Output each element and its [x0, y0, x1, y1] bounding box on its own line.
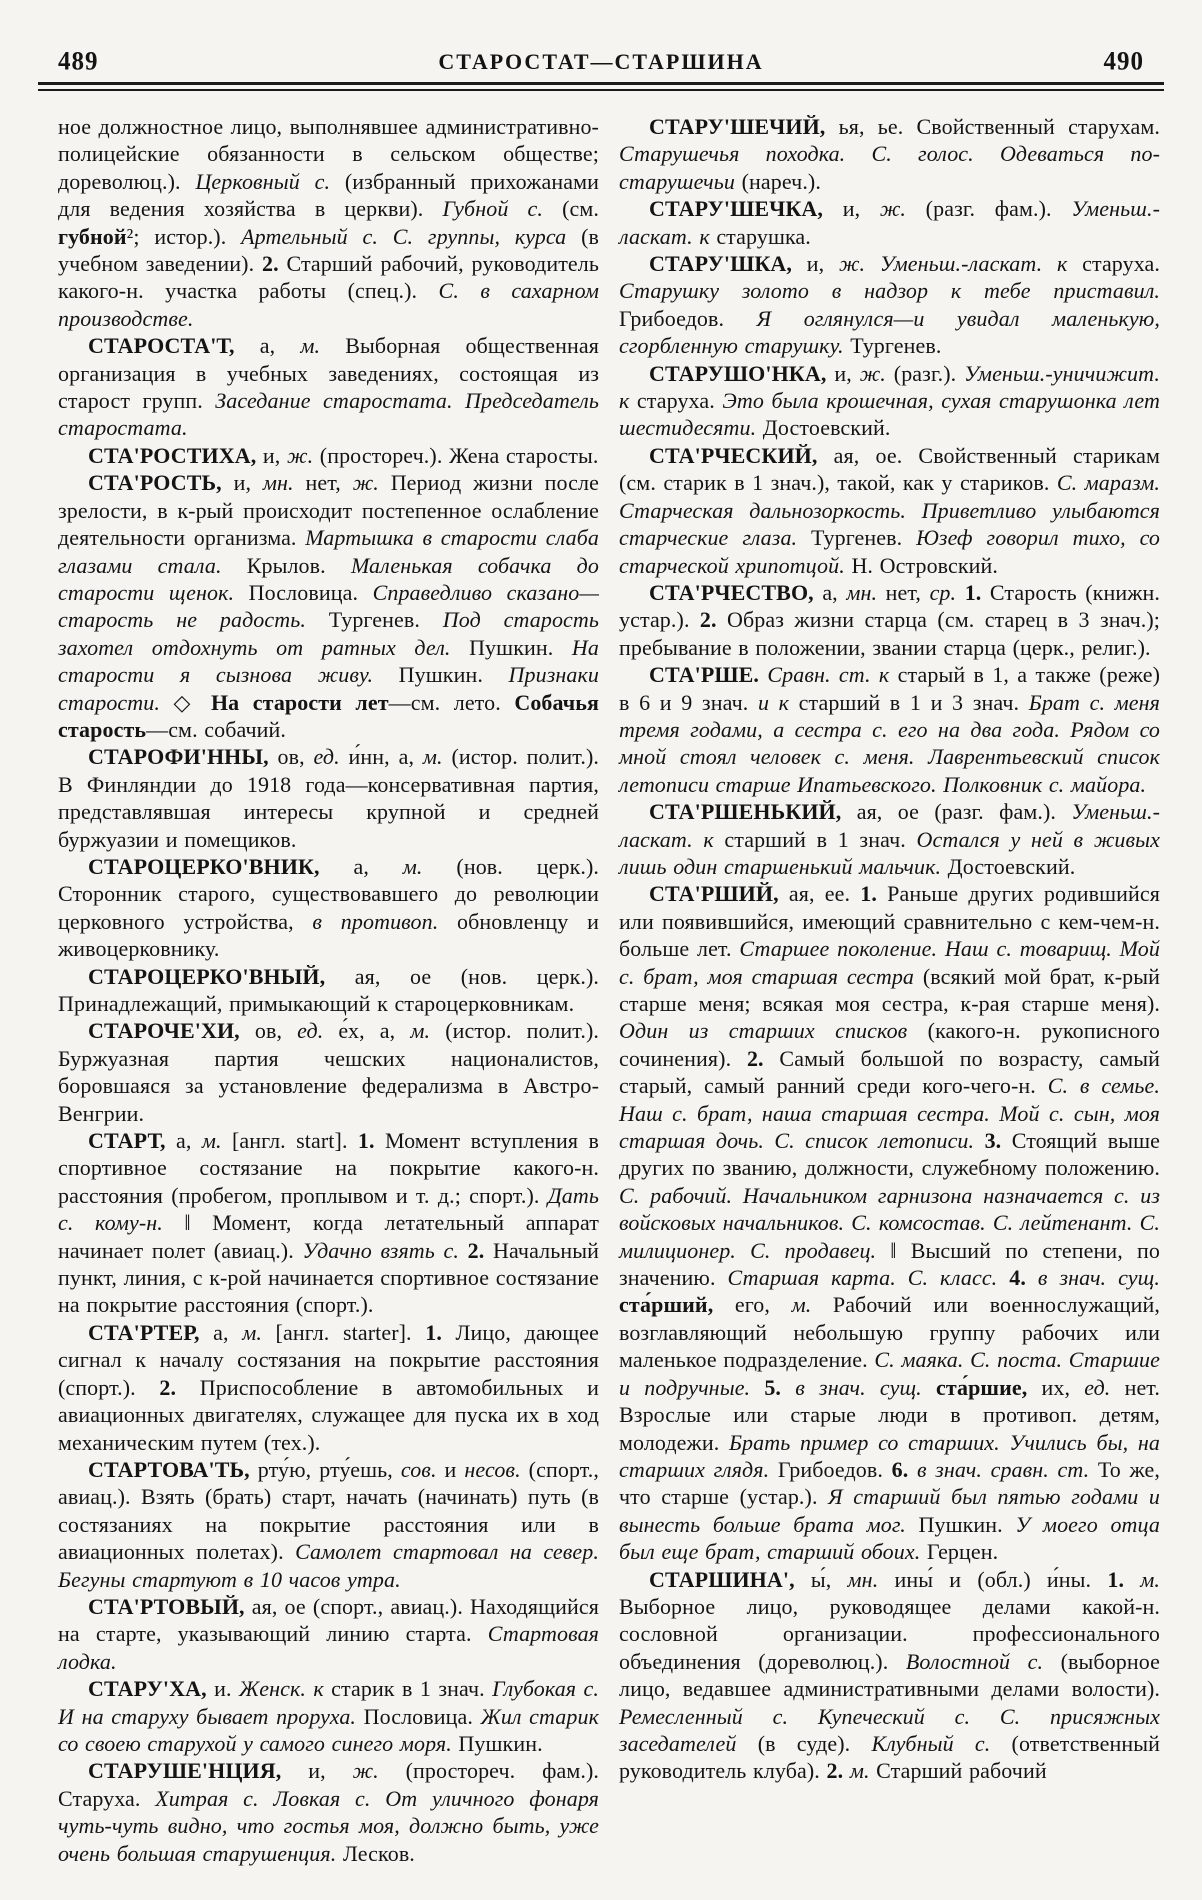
entry-starchestvo: СТА'РЧЕСТВО, а, мн. нет, ср. 1. Старость (книжн. устар.). 2. Образ жизни старца (см. старец в 3 знач.); пребывание в положении, звании старца (церк., религ.). — [619, 579, 1161, 660]
entry-starshenky: СТА'РШЕНЬКИЙ, ая, ое (разг. фам.). Уменьш.-ласкат. к старший в 1 знач. Остался у ней в живых лишь один старшенький мальчик. Достоевский. — [619, 799, 1160, 879]
entry-starushechy: СТАРУ'ШЕЧИЙ, ья, ье. Свойственный старухам. Старушечья походка. С. голос. Одеваться по-старушечьи (нареч.). — [619, 114, 1160, 194]
entry-start: СТАРТ, а, м. [англ. start]. 1. Момент вступления в спортивное состязание на покрытие какого-н. расстояния (пробегом, проплывом и т. д.; спорт.). Дать с. кому-н. ‖ Момент, когда летательный аппарат начинает полет (авиац.). Удачно взять с. 2. Начальный пункт, линия, с к-рой начинается спортивное состязание на покрытие расстояния (спорт.). — [58, 1128, 599, 1318]
entry-starotserkovny: СТАРОЦЕРКО'ВНЫЙ, ая, ое (нов. церк.). Принадлежащий, примыкающий к староцерковникам. — [58, 963, 599, 1016]
text-columns — [0, 105, 1202, 1867]
entry-starost: СТА'РОСТЬ, и, мн. нет, ж. Период жизни после зрелости, в к-рый происходит постепенное ослабление деятельности организма. Мартышка в старости слаба глазами стала. Крылов. Маленькая собачка до старости щенок. Пословица. Справедливо сказано—старость не радость. Тургенев. Под старость захотел отдохнуть от ратных дел. Пушкин. На старости я сызнова живу. Пушкин. Признаки старости. ◇ На старости лет—см. лето. Собачья старость—см. собачий. — [58, 470, 600, 742]
entry-starochekhi: СТАРОЧЕ'ХИ, ов, ед. е́х, а, м. (истор. полит.). Буржуазная партия чешских националистов, боровшаяся за установление федерализма в Австро-Венгрии. — [58, 1018, 599, 1126]
running-title: СТАРОСТАТ—СТАРШИНА — [438, 49, 764, 74]
entry-starushechka: СТАРУ'ШЕЧКА, и, ж. (разг. фам.). Уменьш.-ласкат. к старушка. — [619, 196, 1160, 249]
header-rule — [38, 82, 1164, 91]
page-header — [0, 0, 1202, 82]
entry-starosta-continuation: ное должностное лицо, выполнявшее административно-полицейские обязанности в сельском обществе; дореволюц.). Церковный с. (избранный прихожанами для ведения хозяйства в церкви). Губной с. (см. губной²; истор.). Артельный с. С. группы, курса (в учебном заведении). 2. Старший рабочий, руководитель какого-н. участка работы (спец.). С. в сахарном производстве. — [58, 114, 600, 331]
entry-starushonka: СТАРУШО'НКА, и, ж. (разг.). Уменьш.-уничижит. к старуха. Это была крошечная, сухая старушонка лет шестидесяти. Достоевский. — [619, 360, 1160, 441]
entry-startovy: СТА'РТОВЫЙ, ая, ое (спорт., авиац.). Находящийся на старте, указывающий линию старта. Стартовая лодка. — [58, 1593, 599, 1674]
entry-starchesky: СТА'РЧЕСКИЙ, ая, ое. Свойственный старикам (см. старик в 1 знач.), такой, как у стариков. С. маразм. Старческая дальнозоркость. Приветливо улыбаются старческие глаза. Тургенев. Юзеф говорил тихо, со старческой хрипотцой. Н. Островский. — [619, 442, 1160, 578]
entry-starostikha: СТА'РОСТИХА, и, ж. (простореч.). Жена старосты. — [88, 442, 599, 468]
entry-startovat: СТАРТОВА'ТЬ, рту́ю, рту́ешь, сов. и несов. (спорт., авиац.). Взять (брать) старт, начать (начинать) путь (в состязаниях на покрытие расстояния или в авиационных полетах). Самолет стартовал на север. Бегуны стартуют в 10 часов утра. — [58, 1456, 600, 1592]
entry-starshina: СТАРШИНА', ы́, мн. ины́ и (обл.) и́ны. 1. м. Выборное лицо, руководящее делами какой-н. сословной организации. профессионального объединения (дореволюц.). Волостной с. (выборное лицо, ведавшее административными делами волости). Ремесленный с. Купеческий с. С. присяжных заседателей (в суде). Клубный с. (ответственный руководитель клуба). 2. м. Старший рабочий — [619, 1566, 1161, 1784]
column-right — [619, 113, 1160, 1867]
entry-starushka: СТАРУ'ШКА, и, ж. Уменьш.-ласкат. к старуха. Старушку золото в надзор к тебе приставил. Грибоедов. Я оглянулся—и увидал маленькую, сгорбленную старушку. Тургенев. — [619, 251, 1160, 359]
page-number-left: 489 — [58, 47, 99, 76]
column-left — [58, 113, 599, 1867]
entry-starshy: СТА'РШИЙ, ая, ее. 1. Раньше других родившийся или появившийся, имеющий сравнительно с кем-чем-н. больше лет. Старшее поколение. Наш с. товарищ. Мой с. брат, моя старшая сестра (всякий мой брат, к-рый старше меня; всякая моя сестра, к-рая старше меня). Один из старших списков (какого-н. рукописного сочинения). 2. Самый большой по возрасту, самый старый, самый ранний среди кого-чего-н. С. в семье. Наш с. брат, наша старшая сестра. Мой с. сын, моя старшая дочь. С. список летописи. 3. Стоящий выше других по званию, должности, служебному положению. С. рабочий. Начальником гарнизона назначается с. из войсковых начальников. С. комсостав. С. лейтенант. С. милиционер. С. продавец. ‖ Высший по степени, по значению. Старшая карта. С. класс. 4. в знач. сущ. ста́рший, его, м. Рабочий или военнослужащий, возглавляющий небольшую группу рабочих или маленькое подразделение. С. маяка. С. поста. Старшие и подручные. 5. в знач. сущ. ста́ршие, их, ед. нет. Взрослые или старые люди в противоп. детям, молодежи. Брать пример со старших. Учились бы, на старших глядя. Грибоедов. 6. в знач. сравн. ст. То же, что старше (устар.). Я старший был пятью годами и вынесть больше брата мог. Пушкин. У моего отца был еще брат, старший обоих. Герцен. — [619, 881, 1161, 1565]
entry-starukha: СТАРУ'ХА, и. Женск. к старик в 1 знач. Глубокая с. И на старуху бывает проруха. Пословица. Жил старик со своею старухой у самого синего моря. Пушкин. — [58, 1676, 599, 1756]
entry-starushentsiya: СТАРУШЕ'НЦИЯ, и, ж. (простореч. фам.). Старуха. Хитрая с. Ловкая с. От уличного фонаря чуть-чуть видно, что гостья моя, должно быть, уже очень большая старушенция. Лесков. — [58, 1758, 600, 1866]
entry-starotserkovnik: СТАРОЦЕРКО'ВНИК, а, м. (нов. церк.). Сторонник старого, существовавшего до революции церковного устройства, в противоп. обновленцу и живоцерковнику. — [58, 853, 599, 962]
entry-starshe: СТА'РШЕ. Сравн. ст. к старый в 1, а также (реже) в 6 и 9 знач. и к старший в 1 и 3 знач. Брат с. меня тремя годами, а сестра с. его на два года. Рядом со мной стоял человек с. меня. Лаврентьевский список летописи старше Ипатьевского. Полковник с. майора. — [619, 662, 1161, 797]
entry-starostat: СТАРОСТА'Т, а, м. Выборная общественная организация в учебных заведениях, состоящая из старост групп. Заседание старостата. Председатель старостата. — [58, 333, 599, 441]
entry-starofinny: СТАРОФИ'ННЫ, ов, ед. и́нн, а, м. (истор. полит.). В Финляндии до 1918 года—консервативная партия, представлявшая интересы крупной и средней буржуазии и помещиков. — [58, 744, 599, 852]
page-number-right: 490 — [1103, 47, 1144, 76]
entry-starter: СТА'РТЕР, а, м. [англ. starter]. 1. Лицо, дающее сигнал к началу состязания на покрытие расстояния (спорт.). 2. Приспособление в автомобильных и авиационных двигателях, служащее для пуска их в ход механическим путем (тех.). — [58, 1319, 599, 1455]
